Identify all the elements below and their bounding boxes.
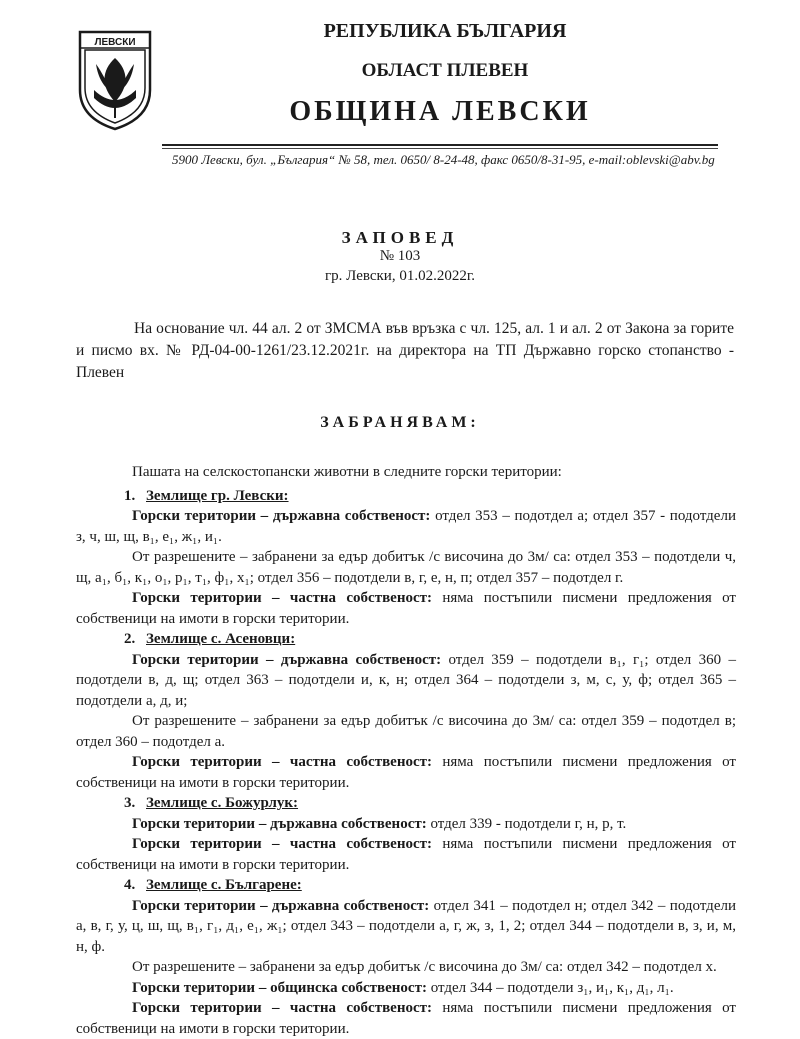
section-paragraph bbox=[76, 506, 736, 547]
section-paragraph bbox=[76, 814, 736, 835]
section-paragraph bbox=[76, 834, 736, 875]
section-paragraph bbox=[76, 957, 736, 978]
section-paragraph bbox=[76, 896, 736, 958]
forbid-heading: ЗАБРАНЯВАМ: bbox=[0, 414, 800, 432]
paragraph-label: Горски територии – държавна собственост: bbox=[132, 816, 427, 832]
intro-text: Пашата на селскостопански животни в следните горски територии: bbox=[76, 462, 736, 483]
section-name: Землище с. Асеновци: bbox=[146, 631, 295, 647]
paragraph-label: Горски територии – частна собственост: bbox=[132, 590, 432, 606]
paragraph-label: Горски територии – държавна собственост: bbox=[132, 508, 430, 524]
section-number: 1. bbox=[124, 486, 146, 507]
section-paragraph bbox=[76, 711, 736, 752]
paragraph-text: От разрешените – забранени за едър добитък /с височина до 3м/ са: отдел 353 – подотдели ч, щ, а₁, б₁, к₁, о₁, р₁, т₁, ф₁, х₁; отдел 356 – подотдели в, г, е, н, п; отдел 357 – подотдел г. bbox=[76, 549, 736, 586]
header-region: ОБЛАСТ ПЛЕВЕН bbox=[0, 60, 800, 82]
section-number: 4. bbox=[124, 875, 146, 896]
header-divider bbox=[162, 144, 718, 146]
paragraph-text: отдел 341 – подотдел н; отдел 342 – подотдели а, в, г, у, ц, ш, щ, в₁, г₁, д₁, е₁, ж₁; отдел 343 – подотдели а, г, ж, з, 1, 2; отдел 344 – подотдели в, з, и, м, н, ф. bbox=[76, 898, 736, 955]
section-paragraph bbox=[76, 547, 736, 588]
section-paragraph bbox=[76, 978, 736, 999]
order-place-date: гр. Левски, 01.02.2022г. bbox=[0, 268, 800, 285]
section-name: Землище с. Божурлук: bbox=[146, 795, 298, 811]
header-divider-thin bbox=[162, 148, 718, 149]
paragraph-text: От разрешените – забранени за едър добитък /с височина до 3м/ са: отдел 342 – подотдел х. bbox=[132, 959, 717, 975]
paragraph-text: няма постъпили писмени предложения от собственици на имоти в горски територии. bbox=[76, 1000, 736, 1037]
crest-text: ЛЕВСКИ bbox=[94, 37, 135, 48]
paragraph-label: Горски територии – общинска собственост: bbox=[132, 980, 427, 996]
paragraph-text: От разрешените – забранени за едър добитък /с височина до 3м/ са: отдел 359 – подотдел в; отдел 360 – подотдел а. bbox=[76, 713, 736, 750]
header-municipality: ОБЩИНА ЛЕВСКИ bbox=[0, 96, 800, 128]
paragraph-text: отдел 344 – подотдели з₁, и₁, к₁, д₁, л₁. bbox=[427, 980, 674, 996]
order-number: № 103 bbox=[0, 248, 800, 265]
paragraph-text: отдел 359 – подотдели в₁, г₁; отдел 360 – подотдели в, д, щ; отдел 363 – подотдели и, к, н; отдел 364 – подотдели з, м, с, у, ф; отдел 365 – подотдели а, д, и; bbox=[76, 652, 736, 709]
paragraph-text: няма постъпили писмени предложения от собственици на имоти в горски територии. bbox=[76, 590, 736, 627]
section-number: 2. bbox=[124, 629, 146, 650]
section-paragraph bbox=[76, 588, 736, 629]
header-address: 5900 Левски, бул. „България“ № 58, тел. 0650/ 8-24-48, факс 0650/8-31-95, e-mail:oblevski@abv.bg bbox=[172, 152, 715, 168]
paragraph-text: отдел 339 - подотдели г, н, р, т. bbox=[427, 816, 627, 832]
section-title bbox=[76, 486, 736, 507]
paragraph-label: Горски територии – частна собственост: bbox=[132, 836, 432, 852]
paragraph-label: Горски територии – държавна собственост: bbox=[132, 652, 441, 668]
paragraph-text: отдел 353 – подотдел а; отдел 357 - подотдели з, ч, ш, щ, в₁, е₁, ж₁, и₁. bbox=[76, 508, 736, 545]
order-title: ЗАПОВЕД bbox=[0, 228, 800, 248]
section-paragraph bbox=[76, 650, 736, 712]
section-paragraph bbox=[76, 998, 736, 1039]
order-content bbox=[76, 462, 736, 1039]
sections-list bbox=[76, 486, 736, 1039]
section-title bbox=[76, 875, 736, 896]
section-title bbox=[76, 793, 736, 814]
section-title bbox=[76, 629, 736, 650]
paragraph-label: Горски територии – частна собственост: bbox=[132, 754, 432, 770]
header-country: РЕПУБЛИКА БЪЛГАРИЯ bbox=[0, 20, 800, 43]
section-number: 3. bbox=[124, 793, 146, 814]
section-name: Землище с. Българене: bbox=[146, 877, 302, 893]
section-paragraph bbox=[76, 752, 736, 793]
paragraph-label: Горски територии – държавна собственост: bbox=[132, 898, 429, 914]
paragraph-label: Горски територии – частна собственост: bbox=[132, 1000, 432, 1016]
section-name: Землище гр. Левски: bbox=[146, 488, 289, 504]
legal-basis-paragraph: На основание чл. 44 ал. 2 от ЗМСМА във връзка с чл. 125, ал. 1 и ал. 2 от Закона за горите и писмо вх. № РД-04-00-1261/23.12.2021г. на директора на ТП Държавно горско стопанство - Плевен bbox=[76, 318, 734, 384]
paragraph-text: няма постъпили писмени предложения от собственици на имоти в горски територии. bbox=[76, 754, 736, 791]
paragraph-text: няма постъпили писмени предложения от собственици на имоти в горски територии. bbox=[76, 836, 736, 873]
